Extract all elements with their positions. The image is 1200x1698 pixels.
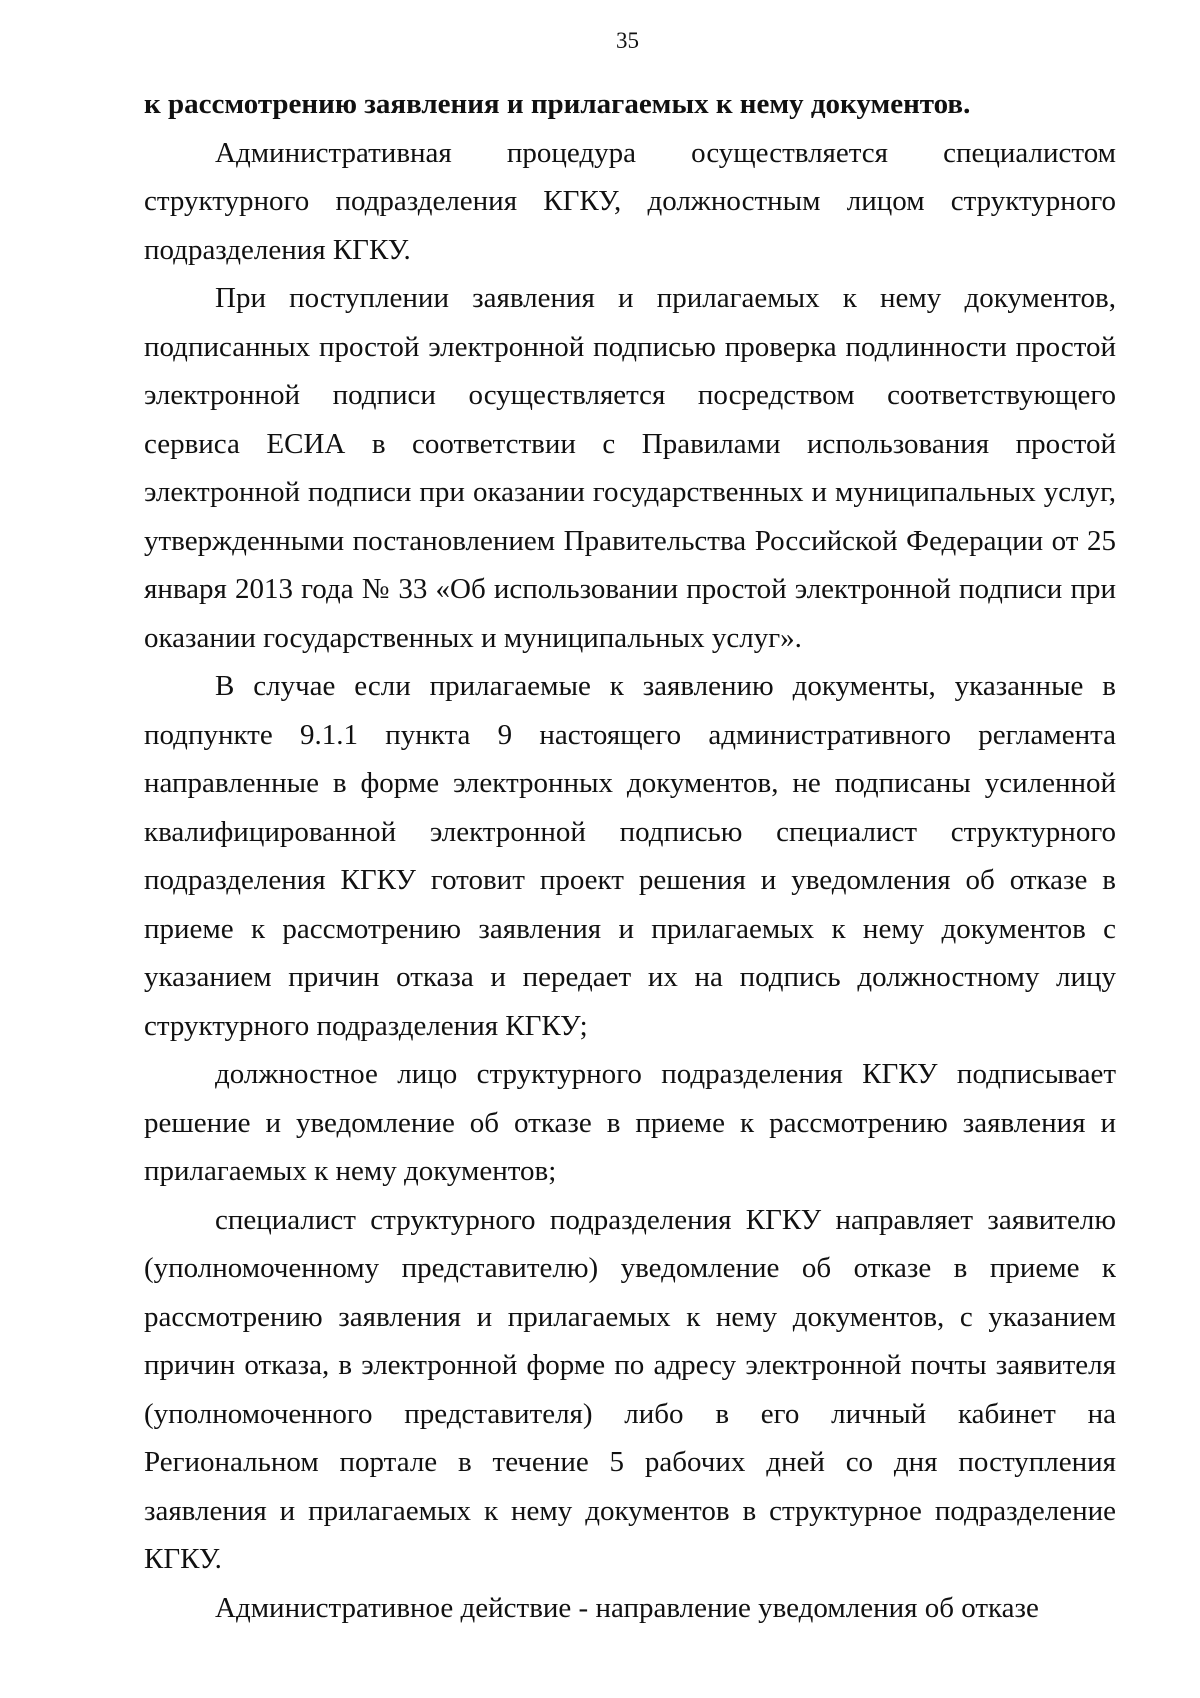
paragraph-signature-verification: При поступлении заявления и прилагаемых к нему документов, подписанных простой электронной подписью проверка подлинности простой электронной подписи осуществляется посредством соответствующего сервиса ЕСИА в соответствии с Правилами использования простой электронной подписи при оказании государственных и муниципальных услуг, утвержденными постановлением Правительства Российской Федерации от 25 января 2013 года № 33 «Об использовании простой электронной подписи при оказании государственных и муниципальных услуг». xyxy=(144,282,1116,654)
document-body xyxy=(144,80,1116,1632)
paragraph-heading-continuation: к рассмотрению заявления и прилагаемых к нему документов. xyxy=(144,88,971,120)
paragraph-procedure-performer: Административная процедура осуществляется специалистом структурного подразделения КГКУ, должностным лицом структурного подразделения КГКУ. xyxy=(144,136,1116,266)
paragraph-unsigned-documents: В случае если прилагаемые к заявлению документы, указанные в подпункте 9.1.1 пункта 9 настоящего административного регламента направленные в форме электронных документов, не подписаны усиленной квалифицированной электронной подписью специалист структурного подразделения КГКУ готовит проект решения и уведомления об отказе в приеме к рассмотрению заявления и прилагаемых к нему документов с указанием причин отказа и передает их на подпись должностному лицу структурного подразделения КГКУ; xyxy=(144,670,1116,1042)
paragraph-notification-sending: специалист структурного подразделения КГКУ направляет заявителю (уполномоченному представителю) уведомление об отказе в приеме к рассмотрению заявления и прилагаемых к нему документов, с указанием причин отказа, в электронной форме по адресу электронной почты заявителя (уполномоченного представителя) либо в его личный кабинет на Региональном портале в течение 5 рабочих дней со дня поступления заявления и прилагаемых к нему документов в структурное подразделение КГКУ. xyxy=(144,1203,1116,1575)
paragraph-administrative-action: Административное действие - направление уведомления об отказе xyxy=(215,1591,1039,1624)
page-number: 35 xyxy=(616,28,639,53)
paragraph-official-signs: должностное лицо структурного подразделения КГКУ подписывает решение и уведомление об отказе в приеме к рассмотрению заявления и прилагаемых к нему документов; xyxy=(144,1058,1116,1187)
